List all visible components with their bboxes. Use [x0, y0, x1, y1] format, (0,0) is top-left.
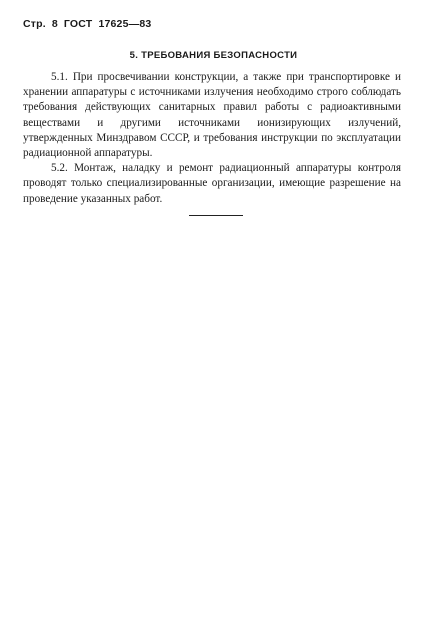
section-title: 5. ТРЕБОВАНИЯ БЕЗОПАСНОСТИ: [129, 50, 298, 61]
standard-label: ГОСТ: [63, 18, 93, 30]
page-number: 8: [51, 18, 58, 30]
page-header: [23, 18, 157, 30]
standard-number: 17625—83: [98, 18, 152, 30]
paragraph-5-1: 5.1. При просвечивании конструкции, а также при транспортировке и хранении аппаратуры с источниками излучения необходимо строго соблюдать требования действующих санитарных правил работы с радиоактивными веществами и другими источниками ионизирующих излучений, утвержденных Минздравом СССР, и требования инструкции по эксплуатации радиационной аппаратуры.: [23, 71, 401, 160]
end-divider: [189, 215, 243, 216]
section-body: [23, 70, 401, 207]
page-label: Стр.: [23, 18, 46, 30]
paragraph-5-2: 5.2. Монтаж, наладку и ремонт радиационный аппаратуры контроля проводят только специализированные организации, имеющие разрешение на проведение указанных работ.: [23, 162, 401, 205]
